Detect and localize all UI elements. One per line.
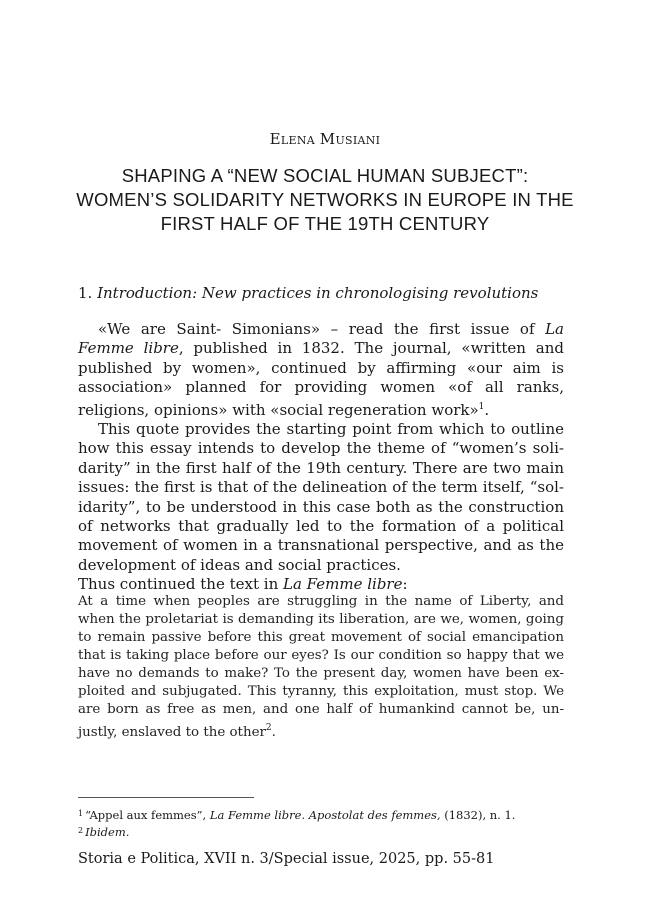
paragraph-3 — [78, 575, 564, 594]
article-title — [60, 164, 590, 236]
author-name — [0, 130, 650, 148]
footnote-divider — [78, 797, 254, 798]
footnote-ref-1[interactable]: 1 — [478, 401, 485, 412]
footnote-2 — [78, 823, 564, 840]
section-heading — [78, 284, 538, 302]
p1-text-c: . — [484, 400, 490, 419]
footnote-1-number: 1 — [78, 809, 84, 818]
p3-text-b: : — [402, 575, 408, 594]
p1-journal: La Femme libre — [78, 320, 564, 358]
body-text — [78, 320, 564, 595]
author-first-name: Elena — [269, 130, 316, 148]
title-line-2: WOMEN’S SOLIDARITY NETWORKS IN EUROPE IN THE — [76, 189, 574, 210]
footnote-ref-2[interactable]: 2 — [265, 723, 272, 733]
page-footer-citation: Storia e Politica, XVII n. 3/Special issue, 2025, pp. 55-81 — [78, 851, 495, 867]
footnote-1 — [78, 806, 564, 823]
p1-text-a: «We are Saint- Simonians» – read the first issue of — [98, 320, 546, 338]
footnote-1-italic: La Femme libre. Apostolat des femmes, — [209, 808, 441, 822]
footnote-1-text-a: “Appel aux femmes”, — [85, 808, 210, 822]
p3-text-a: Thus continued the text in — [78, 575, 283, 594]
title-line-1: SHAPING A “NEW SOCIAL HUMAN SUBJECT”: — [121, 165, 529, 186]
footnote-2-number: 2 — [78, 826, 84, 835]
block-quote — [78, 593, 564, 742]
p1-text-b: , published in 1832. The journal, «written and published by women», continued by affirming «our aim is association» planned for providing women «of all ranks, religions, opinions» with «social regeneration work» — [78, 339, 564, 419]
p3-journal: La Femme libre — [283, 575, 403, 594]
footnote-1-text-b: (1832), n. 1. — [440, 808, 516, 822]
quote-text: At a time when peoples are struggling in the name of Liberty, and when the proletariat is demanding its liberation, are we, women, going to remain passive before this great movement of social emancipation that is taking place before our eyes? Is our condition so happy that we have no demands to make? To the present day, women have been ex-ploited and subjugated. This tyranny, this exploitation, must stop. We are born as free as men, and one half of humankind cannot be, un-justly, enslaved to the other — [78, 594, 564, 740]
paragraph-2: This quote provides the starting point from which to outline how this essay intends to develop the theme of “women’s soli-darity” in the first half of the 19th century. There are two main issues: the first is that of the delineation of the term itself, “sol-idarity”, to be understood in this case both as the construction of networks that gradually led to the formation of a political movement of women in a transnational perspective, and as the development of ideas and social practices. — [78, 420, 564, 574]
title-line-3: FIRST HALF OF THE 19TH CENTURY — [160, 213, 490, 234]
footnotes — [78, 806, 564, 840]
paragraph-1 — [78, 320, 564, 420]
quote-end: . — [271, 725, 276, 740]
footnote-2-italic: Ibidem. — [85, 825, 130, 839]
author-last-name: Musiani — [319, 130, 381, 148]
section-number: 1. — [78, 284, 93, 302]
section-title: Introduction: New practices in chronologising revolutions — [97, 284, 539, 302]
